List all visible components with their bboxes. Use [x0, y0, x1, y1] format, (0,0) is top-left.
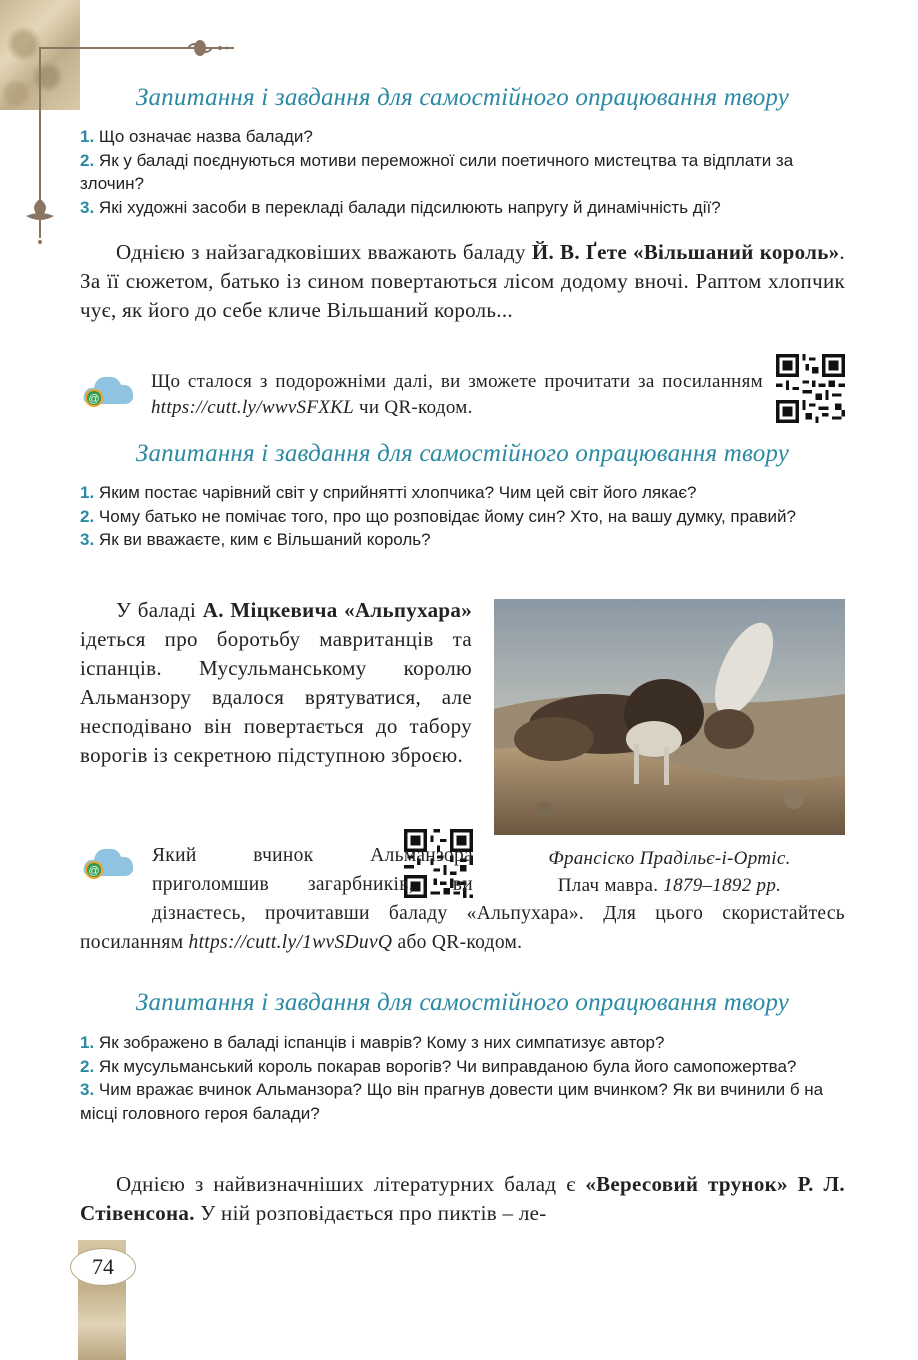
question-item: 1. Яким постає чарівний світ у сприйнятті хлопчика? Чим цей світ його лякає?: [80, 483, 697, 502]
svg-text:@: @: [88, 865, 100, 877]
caption-author: Франсіско Прадільє-і-Ортіс.: [548, 848, 791, 869]
questions-list: [80, 1031, 850, 1125]
question-item: 1. Як зображено в баладі іспанців і маврів? Кому з них симпатизує автор?: [80, 1033, 665, 1052]
svg-text:@: @: [88, 393, 100, 405]
question-item: 2. Як мусульманський король покарав ворогів? Чи виправданою була його самопожертва?: [80, 1056, 797, 1076]
paragraph: У баладі А. Міцкевича «Альпухара» ідеться про боротьбу мавританців та іспанців. Мусульманському королю Альманзору вдалося врятуватися, але несподівано він повертається до табору ворогів із секретною підступною зброєю.: [80, 598, 472, 767]
ornament-finial-icon: [170, 36, 234, 60]
link-note: Що сталося з подорожніми далі, ви зможете прочитати за посиланням https://cutt.ly/wwvSFXKL чи QR-кодом.: [151, 371, 763, 418]
paragraph: Однією з найзагадковіших вважають баладу Й. В. Ґете «Вільшаний король». За її сюжетом, батько із сином повертаються лісом додому вночі. Раптом хлопчик чує, як його до себе кличе Вільшаний король...: [80, 240, 845, 322]
caption-title: Плач мавра.: [557, 875, 664, 896]
qr-code-icon[interactable]: [776, 354, 845, 423]
questions-list: [80, 481, 850, 552]
question-item: 2. Чому батько не помічає того, про що розповідає йому син? Хто, на вашу думку, правий?: [80, 506, 796, 526]
ornament-finial-icon: [22, 180, 58, 250]
cloud-link-icon: [80, 368, 136, 412]
link-note: Який вчинок Альманзора приголомшив загарбників, ви дізнаєтесь, прочитавши баладу «Альпухара». Для цього скористайтесь посиланням https://cutt.ly/1wvSDuvQ або QR-кодом.: [80, 845, 845, 953]
question-item: 1. Що означає назва балади?: [80, 127, 313, 146]
painting-image: [494, 599, 845, 835]
question-item: 3. Які художні засоби в перекладі балади підсилюють напругу й динамічність дії?: [80, 197, 721, 217]
question-item: 3. Чим вражає вчинок Альманзора? Що він прагнув довести цим вчинком? Як ви вчинили б на місці головного героя балади?: [80, 1080, 824, 1123]
section-heading: Запитання і завдання для самостійного опрацювання твору: [135, 440, 790, 467]
paragraph: Однією з найвизначніших літературних балад є «Вересовий трунок» Р. Л. Стівенсона. У ній розповідається про пиктів – ле-: [80, 1172, 845, 1225]
questions-list: [80, 125, 850, 219]
link-url[interactable]: https://cutt.ly/1wvSDuvQ: [188, 932, 393, 953]
section-heading: Запитання і завдання для самостійного опрацювання твору: [135, 989, 790, 1016]
question-item: 2. Як у баладі поєднуються мотиви переможної сили поетичного мистецтва та відплати за злочин?: [80, 150, 794, 193]
link-url[interactable]: https://cutt.ly/wwvSFXKL: [151, 397, 354, 418]
question-item: 3. Як ви вважаєте, ким є Вільшаний король?: [80, 530, 431, 549]
page-number: 74: [70, 1248, 136, 1286]
section-heading: Запитання і завдання для самостійного опрацювання твору: [135, 84, 790, 111]
caption-years: 1879–1892 рр.: [663, 875, 782, 896]
